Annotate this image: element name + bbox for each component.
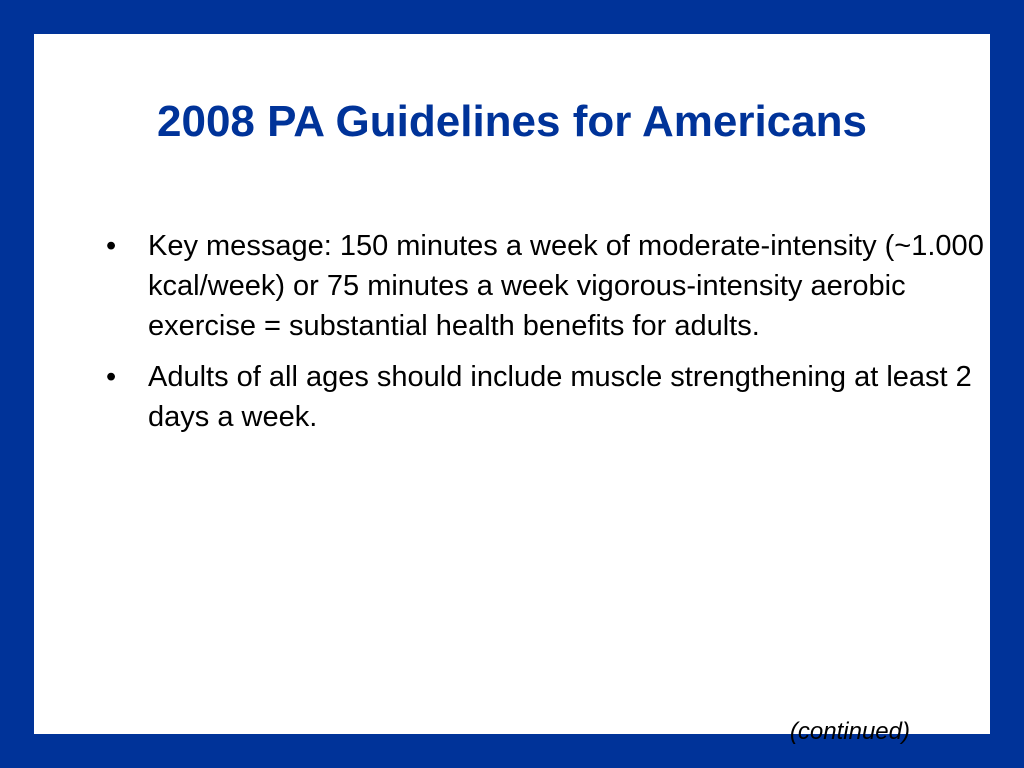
- bullet-marker: •: [106, 361, 117, 393]
- bullet-item-key-message: [106, 226, 986, 346]
- bullet-item-muscle-strengthening: [106, 357, 986, 437]
- continued-note: (continued): [789, 718, 910, 745]
- bullet-marker: •: [106, 230, 117, 262]
- bullet-text: Key message: 150 minutes a week of moderate-intensity (~1.000 kcal/week) or 75 minutes a week vigorous-intensity aerobic exercise = substantial health benefits for adults.: [148, 230, 984, 342]
- slide-title: 2008 PA Guidelines for Americans: [157, 97, 867, 146]
- bullet-text: Adults of all ages should include muscle strengthening at least 2 days a week.: [148, 361, 972, 433]
- slide-content-panel: [34, 34, 990, 745]
- bullet-list: [106, 226, 986, 448]
